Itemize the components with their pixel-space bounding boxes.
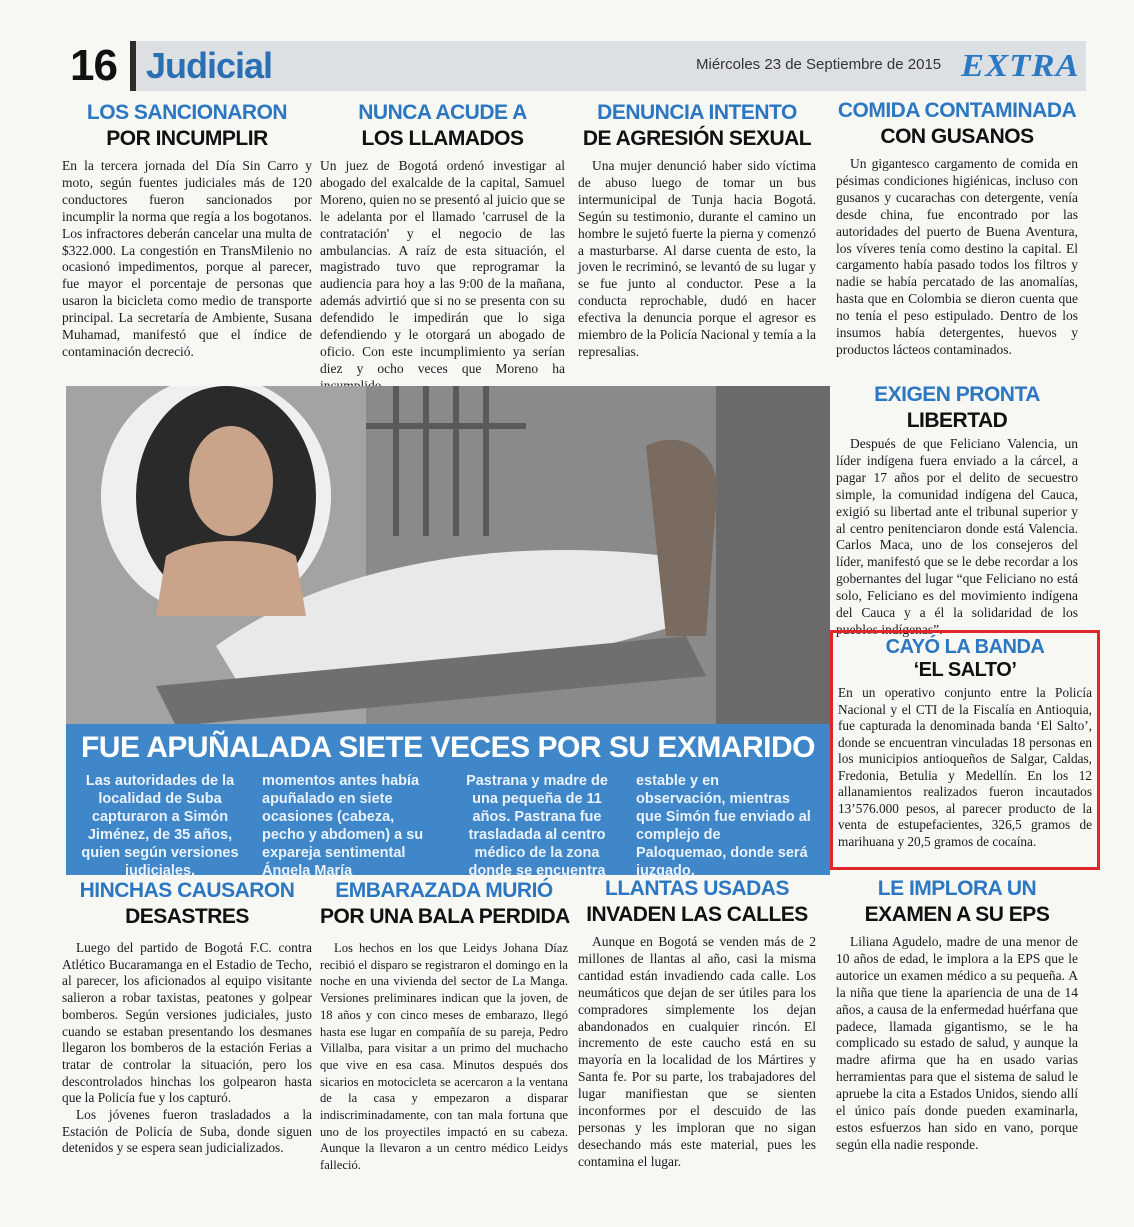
headline-line-2: EXAMEN A SU EPS xyxy=(864,903,1050,926)
feature-text-col-2: momentos antes había apuñalado en siete ocasiones (cabeza, pecho y abdomen) a su expareja sentimental Ángela María xyxy=(262,773,424,879)
headline-line-1: DENUNCIA INTENTO xyxy=(597,101,797,124)
section-title: Judicial xyxy=(146,45,273,86)
paragraph: Una mujer denunció haber sido víctima de abuso luego de tomar un bus intermunicipal de Tunja hacia Bogotá. Según su testimonio, durante el camino un hombre le sujetó fuerte la pierna y comenzó a masturbarse. Al darse cuenta de esto, la joven le recriminó, se levantó de su lugar y se fue junto al conductor. Pese a la conducta reprochable, dudó en hacer efectiva la denuncia porque el agresor es miembro de la Policía Nacional y temía a la represalias. xyxy=(578,158,816,359)
article-body xyxy=(836,156,1078,359)
brand-logo: EXTRA xyxy=(961,47,1080,83)
paragraph: Los jóvenes fueron trasladados a la Estación de Policía de Suba, donde siguen detenidos y se espera sean judicializados. xyxy=(62,1107,312,1156)
article-denuncia xyxy=(578,100,816,361)
paragraph: Liliana Agudelo, madre de una menor de 10 años de edad, le implora a la EPS que le autorice un examen médico a su pequeña. A la niña que tiene la apariencia de una de 14 años, a causa de la enfermedad huérfana que padece, llamada gigantismo, se le ha complicado su estado de salud, y aunque la madre afirma que ha en usado varias herramientas para que el sistema de salud le apruebe la cita a Estados Unidos, siendo allí el único país donde pueden examinarla, estos esfuerzos han sido en vano, porque según ella nadie responde. xyxy=(836,934,1078,1152)
headline-line-1: EMBARAZADA MURIÓ xyxy=(335,879,553,902)
headline-line-2: POR UNA BALA PERDIDA xyxy=(320,905,570,928)
article-body xyxy=(836,436,1078,639)
feature-text-col-4: estable y en observación, mientras que Simón fue enviado al complejo de Paloquemao, donde será juzgado. xyxy=(636,773,811,879)
headline-line-1: EXIGEN PRONTA xyxy=(874,383,1040,406)
article-comida xyxy=(836,98,1078,359)
paragraph: Aunque en Bogotá se venden más de 2 millones de llantas al año, casi la misma cantidad están invadiendo cada calle. Los neumáticos que dejan de ser útiles para los compradores simplemente los dejan abandonados en cualquier rincón. El incremento de este caucho está en su mayoría en la localidad de los Mártires y Santa fe. Por su parte, los trabajadores del lugar manifiestan que se sienten inconformes por el descuido de las personas y les imploran que no sigan desechando más este material, pues les contamina el lugar. xyxy=(578,934,816,1169)
page-number: 16 xyxy=(70,41,117,90)
feature-story xyxy=(66,386,830,879)
article-body xyxy=(838,685,1092,850)
article-body xyxy=(320,940,568,1174)
article-nunca-acude xyxy=(320,100,565,395)
feature-banner xyxy=(66,724,830,879)
headline-line-1: LOS SANCIONARON xyxy=(86,101,288,124)
paragraph: En un operativo conjunto entre la Policía Nacional y el CTI de la Fiscalía en Antioquia, fue capturada la denominada banda ‘El Salto’, donde se encuentran vinculadas 18 personas en los municipios antioqueños de Salgar, Caldas, Fredonia, Betulia y Medellín. En los 12 allanamientos realizados fueron incautados 13’576.000 pesos, al parecer producto de la venta de estupefacientes, 326,5 gramos de marihuana y 20,5 gramos de cocaína. xyxy=(838,685,1092,849)
headline-line-1: LE IMPLORA UN xyxy=(877,877,1037,900)
paragraph: Un gigantesco cargamento de comida en pésimas condiciones higiénicas, incluso con gusanos y cucarachas con detergente, venía desde china, fue encontrado por las autoridades del puerto de Buena Aventura, los víveres tenía como destino la capital. El cargamento había pasado todos los filtros y nadie se había percatado de las anomalías, hasta que en Colombia se dieron cuenta que no tenía el peso estipulado. Dentro de los insumos había detergentes, huevos y productos lácteos contaminados. xyxy=(836,156,1078,357)
paragraph: Después de que Feliciano Valencia, un líder indígena fuera enviado a la cárcel, a pagar 17 años por el delito de secuestro simple, la comunidad indígena del Cauca, exigió su libertad ante el tribunal superior y al centro penitenciaron donde está Valencia. Carlos Maca, uno de los consejeros del líder, manifestó que se le debe recordar a los gobernantes del lugar “que Feliciano no está solo, Feliciano es del movimiento indígena del Cauca y a él la solidaridad de los pueblos indígenas”. xyxy=(836,436,1078,637)
article-body xyxy=(62,940,312,1157)
article-body xyxy=(578,934,816,1171)
highlight-box xyxy=(830,630,1100,870)
paragraph: En la tercera jornada del Día Sin Carro y moto, según fuentes judiciales más de 120 conductores fueron sancionados por incumplir la norma que regía a los bogotanos. Los infractores deberán cancelar una multa de $322.000. La congestión en TransMilenio no ocasionó impedimentos, porque al parecer, fue mayor el porcentaje de personas que usaron la bicicleta como medio de transporte principal. La secretaría de Ambiente, Susana Muhamad, manifestó que el índice de contaminación decreció. xyxy=(62,158,312,359)
photo-illustration xyxy=(66,386,830,726)
feature-text-col-3: Pastrana y madre de una pequeña de 11 años. Pastrana fue trasladada al centro médico de la zona donde se encuentra xyxy=(466,773,608,879)
feature-headline: FUE APUÑALADA SIETE VECES POR SU EXMARIDO xyxy=(80,731,816,764)
article-implora xyxy=(836,876,1078,1154)
headline-line-2: ‘EL SALTO’ xyxy=(913,659,1017,681)
article-body xyxy=(62,158,312,361)
headline-line-2: LIBERTAD xyxy=(906,409,1008,432)
article-cayo xyxy=(833,633,1097,850)
article-exigen xyxy=(836,382,1078,639)
paragraph: Los hechos en los que Leidys Johana Díaz recibió el disparo se registraron el domingo en la noche en una vivienda del sector de La Manga. Versiones preliminares indican que la joven, de 18 años y con cinco meses de embarazo, llegó hasta ese lugar en compañía de su pareja, Pedro Villalba, para visitar a un primo del muchacho que vive en esa casa. Minutos después dos sicarios en motocicleta se acercaron a la ventana de la casa y empezaron a disparar indiscriminadamente, con tan mala fortuna que uno de los proyectiles impactó en su cabeza. Aunque la llevaron a un centro médico Leidys falleció. xyxy=(320,941,568,1173)
article-llantas xyxy=(578,876,816,1171)
headline-line-2: LOS LLAMADOS xyxy=(361,127,524,150)
photo-image xyxy=(66,386,830,726)
headline-line-2: DE AGRESIÓN SEXUAL xyxy=(582,127,812,150)
headline-line-1: LLANTAS USADAS xyxy=(605,877,789,900)
headline-line-1: CAYÓ LA BANDA xyxy=(885,636,1045,658)
article-hinchas xyxy=(62,878,312,1157)
article-sancionaron xyxy=(62,100,312,361)
headline-line-1: NUNCA ACUDE A xyxy=(358,101,527,124)
headline-line-1: HINCHAS CAUSARON xyxy=(79,879,295,902)
feature-text-col-1: Las autoridades de la localidad de Suba capturaron a Simón Jiménez, de 35 años, quien según versiones judiciales, xyxy=(81,773,239,879)
headline-line-2: CON GUSANOS xyxy=(880,125,1034,148)
headline-line-2: POR INCUMPLIR xyxy=(106,127,268,150)
article-body xyxy=(320,158,565,395)
paragraph: Un juez de Bogotá ordenó investigar al abogado del exalcalde de la capital, Samuel Moreno, quien no se presentó al juicio que se le adelanta por el llamado 'carrusel de la contratación' y el negocio de las ambulancias. A raíz de esta situación, el magistrado tuvo que reprogramar la audiencia para hoy a las 9:00 de la mañana, además advirtió que si no se presenta con su defendido le impedirán que lo siga defendiendo y le otorgará un abogado de oficio. Con este incumplimiento ya serían diez y ocho veces que Moreno ha xyxy=(320,158,565,376)
paragraph: Luego del partido de Bogotá F.C. contra Atlético Bucaramanga en el Estadio de Techo, al parecer, los aficionados al equipo visitante salieron a robar taxistas, peatones y golpear bomberos. Según versiones judiciales, justo cuando se estaban presentando los desmanes llegaron los bomberos de la estación Ferias a tratar de controlar la situación, pero los descontrolados hinchas los golpearon hasta que la Policía fue y los capturó. xyxy=(62,940,312,1106)
masthead xyxy=(70,38,1080,94)
headline-line-2: DESASTRES xyxy=(125,905,249,928)
section-bar xyxy=(130,41,1086,91)
article-body xyxy=(836,934,1078,1154)
issue-date: Miércoles 23 de Septiembre de 2015 xyxy=(696,56,942,73)
headline-line-2: INVADEN LAS CALLES xyxy=(586,903,808,926)
article-embarazada xyxy=(320,878,568,1174)
headline-line-1: COMIDA CONTAMINADA xyxy=(837,99,1077,122)
article-body xyxy=(578,158,816,361)
